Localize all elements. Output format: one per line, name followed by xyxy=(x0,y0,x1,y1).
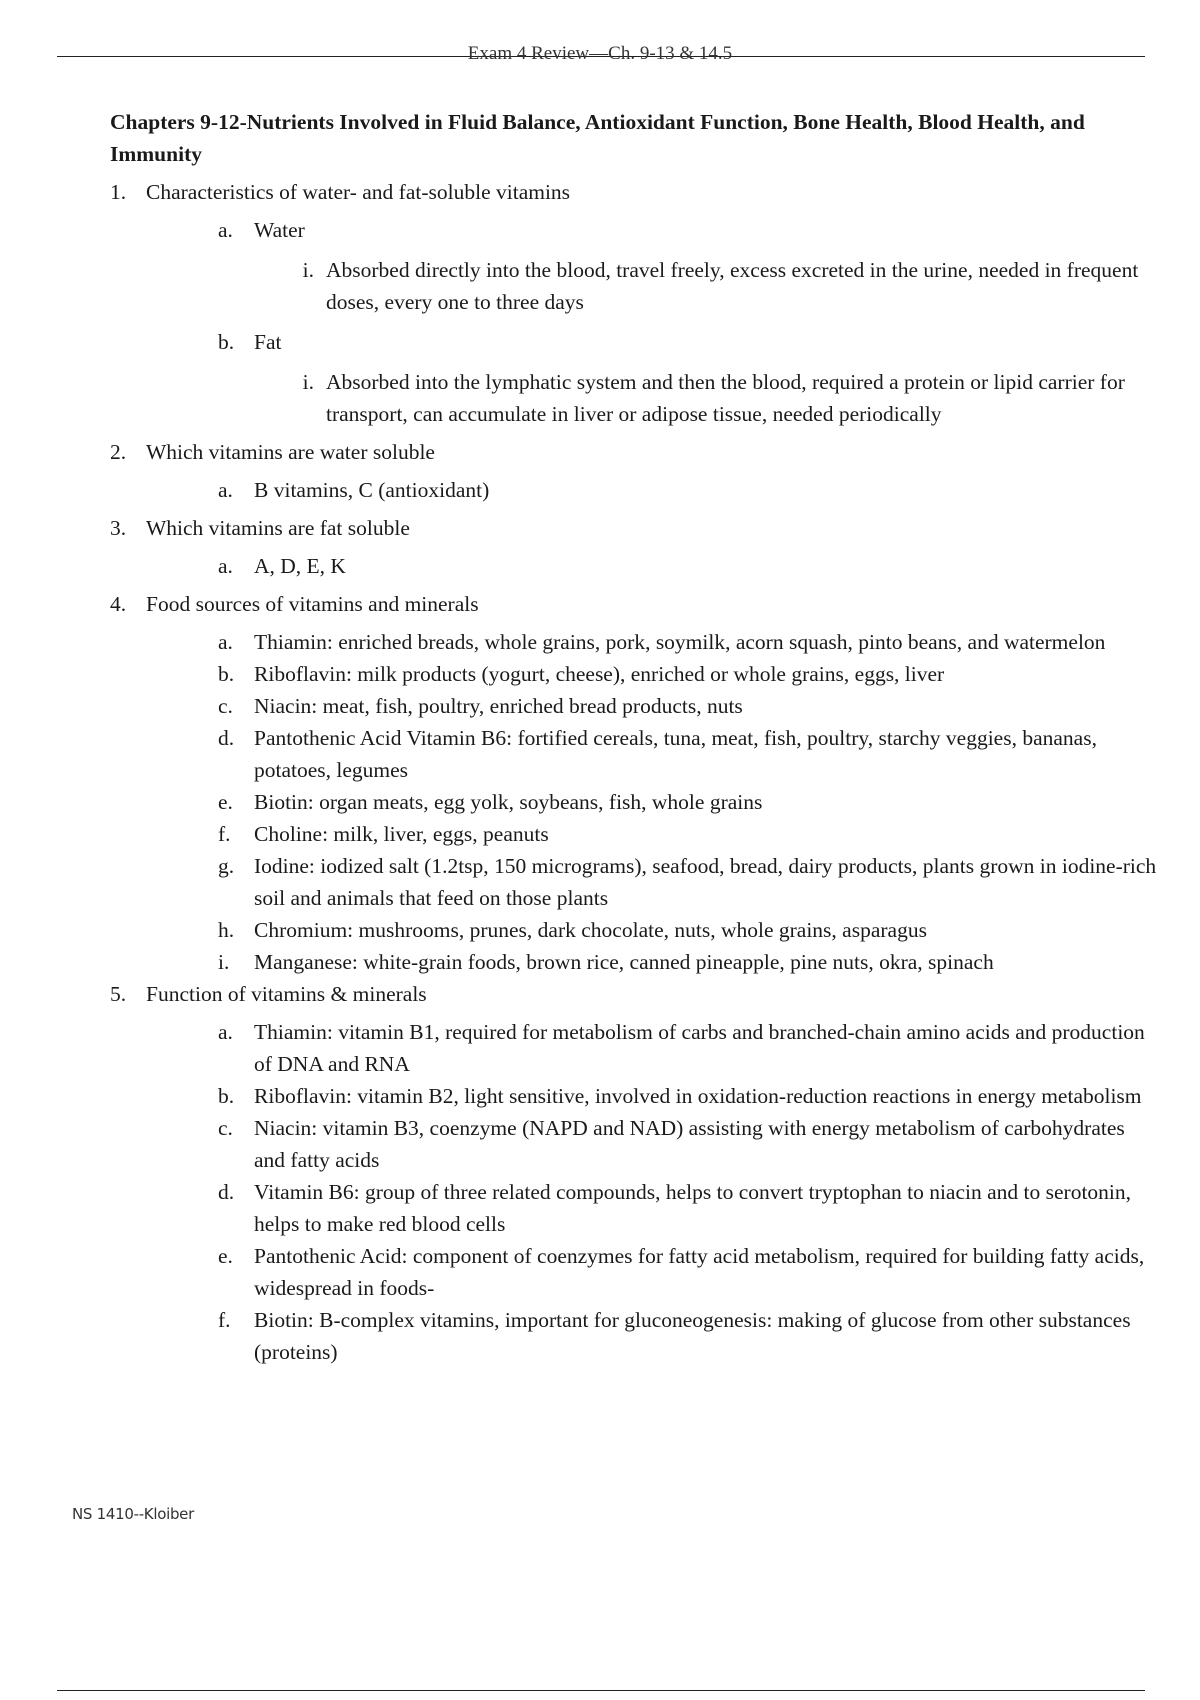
list-item xyxy=(110,978,1160,1368)
sub-item xyxy=(146,1016,1160,1080)
sub-item xyxy=(146,1080,1160,1112)
sub-sub-item-text: Absorbed directly into the blood, travel freely, excess excreted in the urine, needed in frequent doses, every one to three days xyxy=(326,258,1139,314)
sub-item-text: Niacin: vitamin B3, coenzyme (NAPD and NAD) assisting with energy metabolism of carbohydrates and fatty acids xyxy=(254,1116,1125,1172)
sub-item xyxy=(146,946,1160,978)
sub-item xyxy=(146,818,1160,850)
list-item-text: Which vitamins are fat soluble xyxy=(146,516,410,540)
sub-item-text: Manganese: white-grain foods, brown rice, canned pineapple, pine nuts, okra, spinach xyxy=(254,950,994,974)
section-title: Chapters 9-12-Nutrients Involved in Fluid Balance, Antioxidant Function, Bone Health, Blood Health, and Immunity xyxy=(110,110,1085,166)
list-item xyxy=(110,588,1160,978)
sub-item-text: Chromium: mushrooms, prunes, dark chocolate, nuts, whole grains, asparagus xyxy=(254,918,927,942)
footer-rule xyxy=(57,1690,1145,1691)
sub-item-marker: h. xyxy=(218,918,235,942)
sub-item-marker: e. xyxy=(218,790,233,814)
sub-sub-item xyxy=(254,366,1160,430)
sub-item-marker: a. xyxy=(218,554,233,578)
sub-item-text: Iodine: iodized salt (1.2tsp, 150 micrograms), seafood, bread, dairy products, plants grown in iodine-rich soil and animals that feed on those plants xyxy=(254,854,1157,910)
sub-item-text: B vitamins, C (antioxidant) xyxy=(254,478,490,502)
sub-item xyxy=(146,1304,1160,1368)
sub-item-marker: c. xyxy=(218,694,233,718)
sub-item-marker: g. xyxy=(218,854,235,878)
sub-item xyxy=(146,722,1160,786)
sub-item-marker: b. xyxy=(218,330,235,354)
page-footer: NS 1410--Kloiber xyxy=(72,1505,194,1523)
sub-item-marker: i. xyxy=(218,950,230,974)
sub-item xyxy=(146,326,1160,430)
list-number: 2. xyxy=(110,440,127,464)
list-number: 5. xyxy=(110,982,127,1006)
list-item-text: Which vitamins are water soluble xyxy=(146,440,435,464)
list-item xyxy=(110,512,1160,582)
list-item xyxy=(110,436,1160,506)
sub-item xyxy=(146,690,1160,722)
sub-item-marker: f. xyxy=(218,822,231,846)
sub-item-text: Choline: milk, liver, eggs, peanuts xyxy=(254,822,549,846)
sub-item-text: Riboflavin: vitamin B2, light sensitive, involved in oxidation-reduction reactions in energy metabolism xyxy=(254,1084,1142,1108)
sub-item xyxy=(146,658,1160,690)
sub-item-text: Fat xyxy=(254,330,282,354)
list-item-text: Function of vitamins & minerals xyxy=(146,982,427,1006)
sub-item-text: Biotin: organ meats, egg yolk, soybeans, fish, whole grains xyxy=(254,790,763,814)
document-body xyxy=(110,106,1160,1368)
sub-item xyxy=(146,850,1160,914)
sub-item-marker: c. xyxy=(218,1116,233,1140)
sub-item-marker: f. xyxy=(218,1308,231,1332)
sub-item-marker: a. xyxy=(218,478,233,502)
sub-item-text: Riboflavin: milk products (yogurt, cheese), enriched or whole grains, eggs, liver xyxy=(254,662,945,686)
sub-item-marker: d. xyxy=(218,726,235,750)
sub-item xyxy=(146,914,1160,946)
sub-item-marker: b. xyxy=(218,662,235,686)
sub-item-marker: a. xyxy=(218,630,233,654)
sub-item-text: Biotin: B-complex vitamins, important for gluconeogenesis: making of glucose from other substances (proteins) xyxy=(254,1308,1131,1364)
page-header-title: Exam 4 Review—Ch. 9-13 & 14.5 xyxy=(467,43,733,64)
sub-item-text: Pantothenic Acid Vitamin B6: fortified cereals, tuna, meat, fish, poultry, starchy veggies, bananas, potatoes, legumes xyxy=(254,726,1097,782)
list-number: 1. xyxy=(110,180,127,204)
sub-sub-item-marker: i. xyxy=(302,370,314,394)
sub-item xyxy=(146,1240,1160,1304)
list-item xyxy=(110,176,1160,430)
sub-item xyxy=(146,626,1160,658)
sub-sub-item-marker: i. xyxy=(302,258,314,282)
list-number: 4. xyxy=(110,592,127,616)
sub-item-marker: b. xyxy=(218,1084,235,1108)
sub-item xyxy=(146,214,1160,318)
sub-item-text: Pantothenic Acid: component of coenzymes for fatty acid metabolism, required for building fatty acids, widespread in foods- xyxy=(254,1244,1145,1300)
sub-item-text: Niacin: meat, fish, poultry, enriched bread products, nuts xyxy=(254,694,743,718)
sub-sub-item xyxy=(254,254,1160,318)
sub-item xyxy=(146,474,1160,506)
sub-item-marker: a. xyxy=(218,1020,233,1044)
sub-item xyxy=(146,1176,1160,1240)
sub-item xyxy=(146,550,1160,582)
sub-item-marker: e. xyxy=(218,1244,233,1268)
sub-item xyxy=(146,786,1160,818)
sub-item-text: A, D, E, K xyxy=(254,554,346,578)
list-number: 3. xyxy=(110,516,127,540)
sub-item xyxy=(146,1112,1160,1176)
sub-sub-item-text: Absorbed into the lymphatic system and then the blood, required a protein or lipid carrier for transport, can accumulate in liver or adipose tissue, needed periodically xyxy=(326,370,1125,426)
sub-item-marker: d. xyxy=(218,1180,235,1204)
sub-item-text: Vitamin B6: group of three related compounds, helps to convert tryptophan to niacin and to serotonin, helps to make red blood cells xyxy=(254,1180,1132,1236)
list-item-text: Characteristics of water- and fat-soluble vitamins xyxy=(146,180,571,204)
list-item-text: Food sources of vitamins and minerals xyxy=(146,592,479,616)
sub-item-marker: a. xyxy=(218,218,233,242)
sub-item-text: Thiamin: enriched breads, whole grains, pork, soymilk, acorn squash, pinto beans, and watermelon xyxy=(254,630,1106,654)
sub-item-text: Water xyxy=(254,218,305,242)
sub-item-text: Thiamin: vitamin B1, required for metabolism of carbs and branched-chain amino acids and production of DNA and RNA xyxy=(254,1020,1145,1076)
main-list xyxy=(110,176,1160,1368)
